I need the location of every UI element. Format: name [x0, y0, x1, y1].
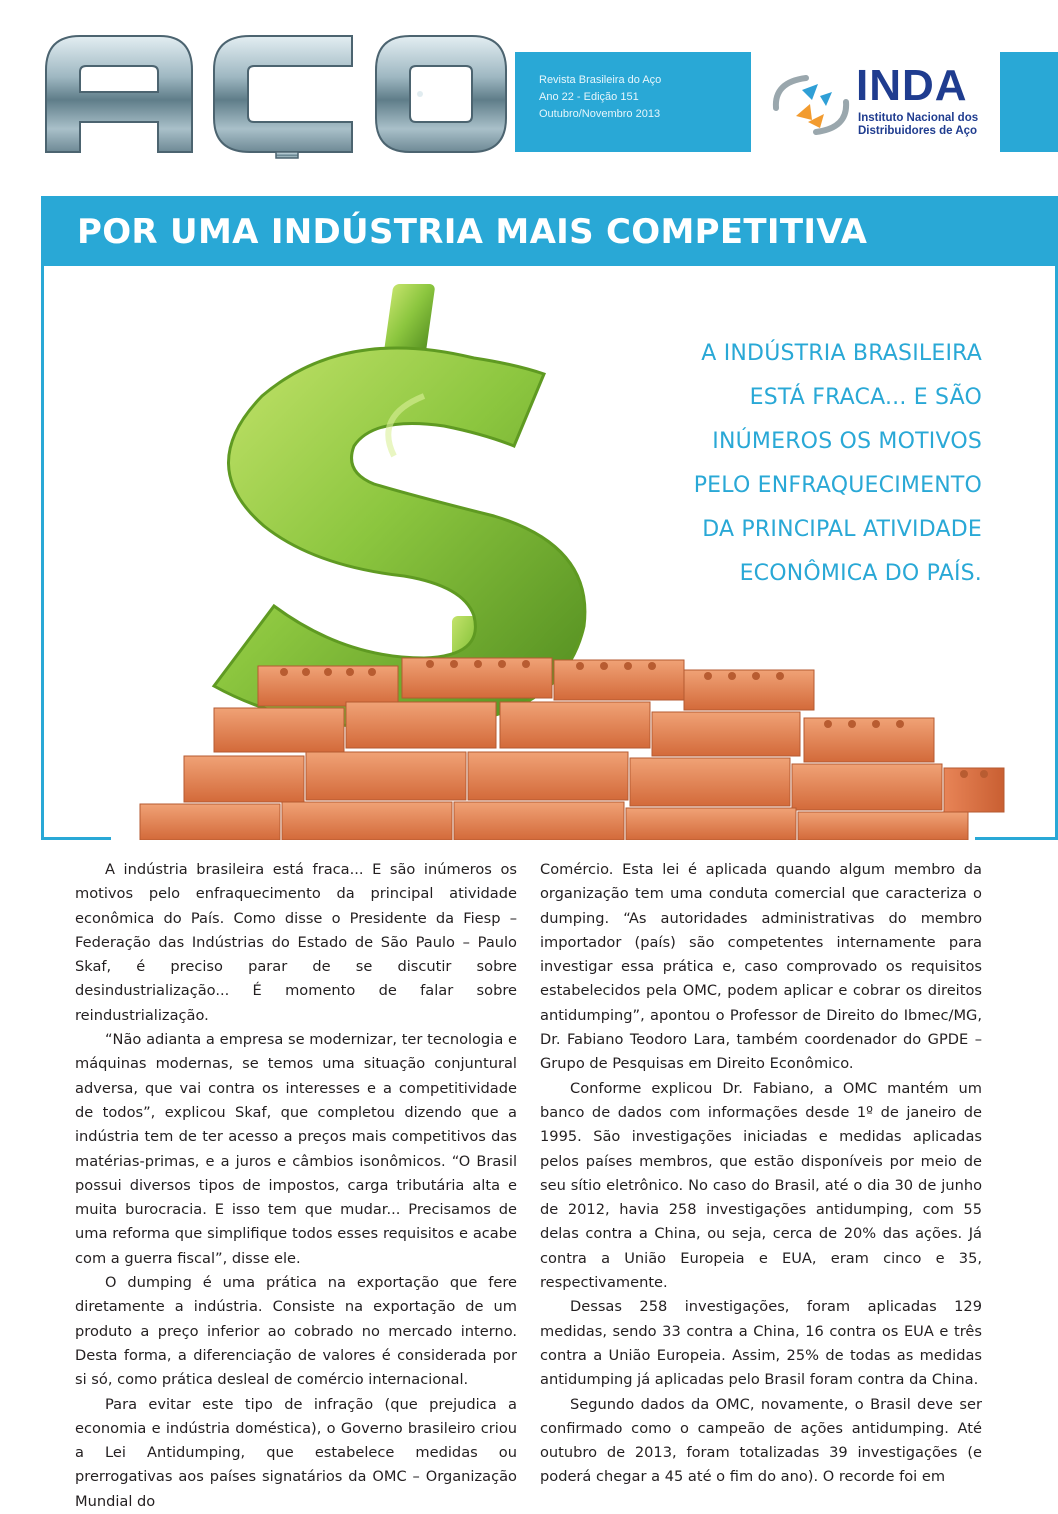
header-accent-strip [1000, 52, 1058, 152]
edition-number: Ano 22 - Edição 151 [539, 91, 639, 103]
pull-quote [560, 332, 982, 596]
article-paragraph: Comércio. Esta lei é aplicada quando algum membro da organização tem uma conduta comercial que caracteriza o dumping. “As autoridades administrativas do membro importador (país) são competentes internamente para investigar essa prática e, caso comprovado os requisitos estabelecidos pela OMC, podem aplicar e cobrar os direitos antidumping”, apontou o Professor de Direito do Ibmec/MG, Dr. Fabiano Teodoro Lara, também coordenador do GPDE – Grupo de Pesquisas em Direito Econômico. [540, 861, 982, 1073]
edition-info-box [515, 52, 751, 152]
article-column-right [540, 858, 982, 1490]
brick-wall [140, 658, 1004, 840]
inda-logo [762, 62, 994, 158]
article-column-left [75, 858, 517, 1514]
pull-quote-line: INÚMEROS OS MOTIVOS [712, 429, 982, 454]
inda-subtitle-line-2: Distribuidores de Aço [858, 125, 978, 137]
inda-emblem-icon [766, 70, 856, 140]
article-paragraph: A indústria brasileira está fraca... E são inúmeros os motivos pelo enfraquecimento da principal atividade econômica do País. Como disse o Presidente da Fiesp – Federação das Indústrias do Estado de São Paulo – Paulo Skaf, é preciso parar de se discutir sobre desindustrialização... É momento de falar sobre reindustrialização. [75, 861, 517, 1024]
magazine-name: Revista Brasileira do Aço [539, 74, 662, 86]
aco-logo [40, 30, 510, 160]
pull-quote-line: PELO ENFRAQUECIMENTO [693, 473, 982, 498]
headline: POR UMA INDÚSTRIA MAIS COMPETITIVA [77, 212, 868, 252]
inda-subtitle-line-1: Instituto Nacional dos [858, 112, 979, 124]
article-paragraph: Para evitar este tipo de infração (que prejudica a economia e indústria doméstica), o Governo brasileiro criou a Lei Antidumping, que estabelece medidas ou prerrogativas aos países signatários da OMC – Organização Mundial do [75, 1395, 517, 1510]
pull-quote-line: ESTÁ FRACA... E SÃO [749, 385, 982, 410]
article-paragraph: Segundo dados da OMC, novamente, o Brasil deve ser confirmado como o campeão de ações antidumping. Até outubro de 2013, foram totalizadas 39 investigações (e poderá chegar a 45 até o fim do ano). O recorde foi em [540, 1395, 982, 1486]
headline-bar [41, 196, 1058, 266]
frame-bottom-border-left [41, 837, 111, 840]
edition-date: Outubro/Novembro 2013 [539, 108, 661, 120]
frame-left-border [41, 266, 44, 840]
article-paragraph: “Não adianta a empresa se modernizar, ter tecnologia e máquinas modernas, se temos uma situação conjuntural adversa, que vai contra os interesses e a competitividade de todos”, explicou Skaf, que completou dizendo que a indústria tem de ter acesso a preços mais competitivos das matérias-primas, e a juros e câmbios isonômicos. “O Brasil possui diversos tipos de impostos, carga tributária alta e muita burocracia. E isso tem que mudar... Precisamos de uma reforma que simplifique todos esses requisitos e acabe com a guerra fiscal”, disse ele. [75, 1031, 517, 1267]
article-paragraph: Dessas 258 investigações, foram aplicadas 129 medidas, sendo 33 contra a China, 16 contra os EUA e três contra a União Europeia. Assim, 25% de todas as medidas antidumping já aplicadas pelo Brasil foram contra da China. [540, 1298, 982, 1389]
pull-quote-line: ECONÔMICA DO PAÍS. [739, 561, 982, 586]
frame-bottom-border-right [975, 837, 1058, 840]
pull-quote-line: A INDÚSTRIA BRASILEIRA [701, 341, 982, 366]
inda-subtitle [858, 112, 978, 138]
inda-wordmark: INDA [856, 61, 968, 110]
article-paragraph: Conforme explicou Dr. Fabiano, a OMC mantém um banco de dados com informações desde 1º de janeiro de 1995. São investigações iniciadas e medidas aplicadas pelos países membros, que estão disponíveis por meio de seu sítio eletrônico. No caso do Brasil, até o dia 30 de junho de 2012, havia 258 investigações antidumping, com 55 delas contra a China, ou seja, cerca de 20% das ações. Já contra a União Europeia e EUA, eram cinco e 35, respectivamente. [540, 1079, 982, 1292]
article-paragraph: O dumping é uma prática na exportação que fere diretamente a indústria. Consiste na exportação de um produto a preço inferior ao cobrado no mercado interno. Desta forma, a diferenciação de valores é considerada por si só, como prática desleal de comércio internacional. [75, 1274, 517, 1389]
pull-quote-line: DA PRINCIPAL ATIVIDADE [702, 517, 982, 542]
